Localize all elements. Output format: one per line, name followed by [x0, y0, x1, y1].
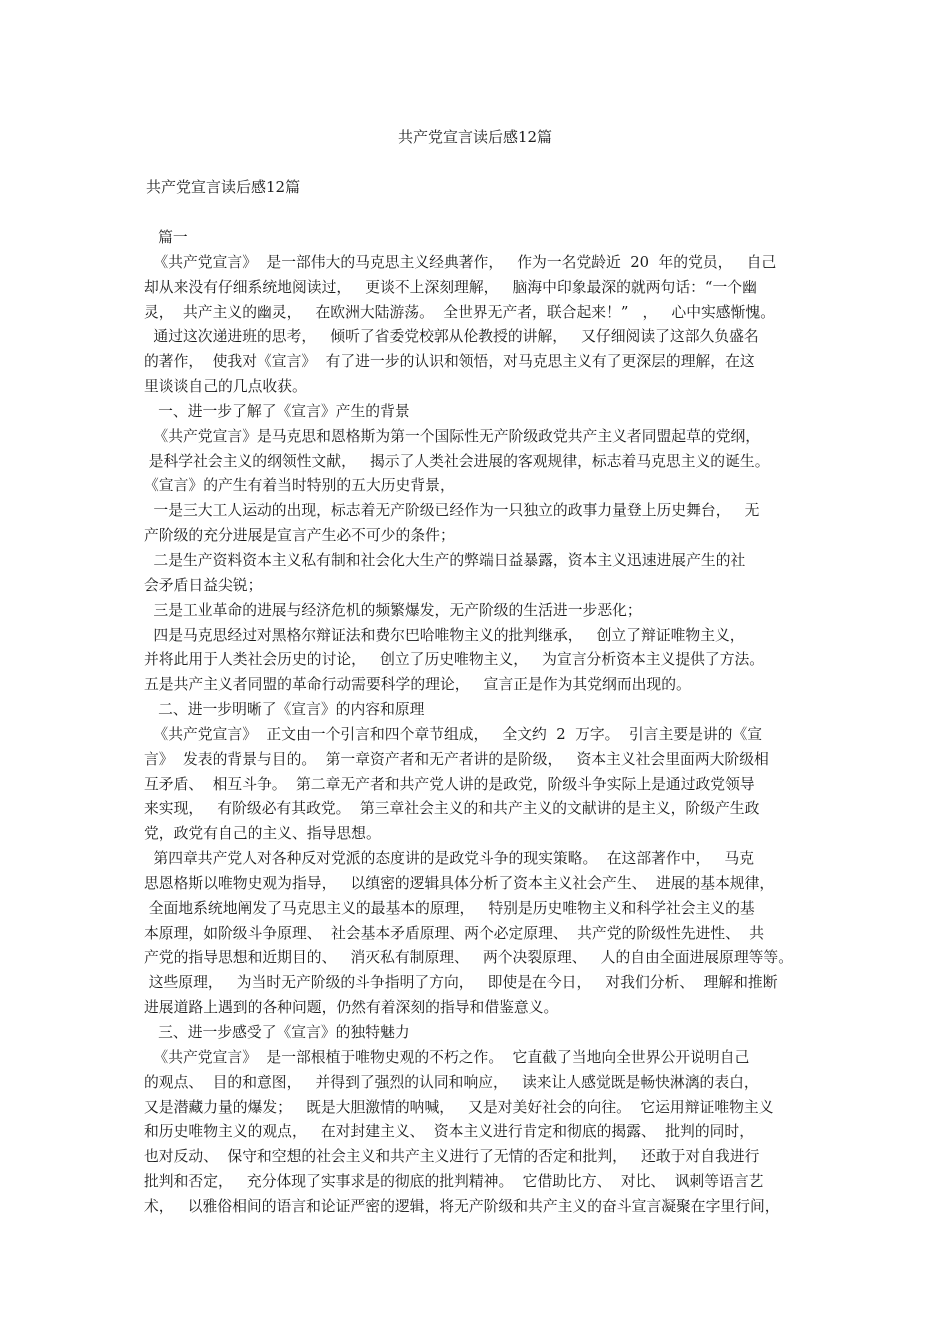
document-body: [144, 226, 844, 1220]
body-line: 言》 发表的背景与目的。 第一章资产者和无产者讲的是阶级， 资本主义社会里面两大阶级相: [144, 750, 769, 768]
body-line: 《共产党宣言》 是一部根植于唯物史观的不朽之作。 它直截了当地向全世界公开说明自己: [144, 1048, 750, 1066]
document-title: 共产党宣言读后感12篇: [397, 128, 553, 146]
body-line: 进展道路上遇到的各种问题，仍然有着深刻的指导和借鉴意义。: [144, 999, 559, 1017]
body-line: 会矛盾日益尖锐；: [144, 576, 263, 594]
body-line: 本原理，如阶级斗争原理、 社会基本矛盾原理、两个必定原理、 共产党的阶级性先进性、 共: [144, 924, 765, 942]
body-line: 互矛盾、 相互斗争。 第二章无产者和共产党人讲的是政党，阶级斗争实际上是通过政党领导: [144, 775, 755, 793]
body-line: 和历史唯物主义的观点， 在对封建主义、 资本主义进行肯定和彻底的揭露、 批判的同时，: [144, 1123, 755, 1141]
body-line: 的观点、 目的和意图， 并得到了强烈的认同和响应， 读来让人感觉既是畅快淋漓的表白，: [144, 1073, 759, 1091]
body-line: 三是工业革命的进展与经济危机的频繁爆发，无产阶级的生活进一步恶化；: [144, 601, 642, 619]
body-line: 三、进一步感受了《宣言》的独特魅力: [144, 1024, 410, 1041]
body-line: 这些原理， 为当时无产阶级的斗争指明了方向， 即使是在今日， 对我们分析、 理解和推断: [144, 974, 778, 992]
body-line: 一、进一步了解了《宣言》产生的背景: [144, 402, 410, 420]
body-line: 通过这次递进班的思考， 倾听了省委党校郭从伦教授的讲解， 又仔细阅读了这部久负盛名: [144, 328, 759, 346]
body-line: 一是三大工人运动的出现，标志着无产阶级已经作为一只独立的政事力量登上历史舞台， 无: [144, 502, 760, 520]
body-line: 里谈谈自己的几点收获。: [144, 378, 307, 396]
body-line: 来实现， 有阶级必有其政党。 第三章社会主义的和共产主义的文献讲的是主义，阶级产生政: [144, 800, 760, 818]
body-line: 的著作， 使我对《宣言》 有了进一步的认识和领悟，对马克思主义有了更深层的理解，在这: [144, 353, 755, 371]
body-line: 篇一: [144, 229, 188, 246]
body-line: 《共产党宣言》是马克思和恩格斯为第一个国际性无产阶级政党共产主义者同盟起草的党纲，: [144, 427, 761, 445]
body-line: 四是马克思经过对黑格尔辩证法和费尔巴哈唯物主义的批判继承， 创立了辩证唯物主义，: [144, 626, 745, 644]
body-line: 术， 以雅俗相间的语言和论证严密的逻辑，将无产阶级和共产主义的奋斗宣言凝聚在字里行间，: [144, 1197, 780, 1215]
body-line: 批判和否定， 充分体现了实事求是的彻底的批判精神。 它借助比方、 对比、 讽刺等语言艺: [144, 1173, 764, 1191]
body-line: 产阶级的充分进展是宣言产生必不可少的条件；: [144, 527, 455, 545]
body-line: 《共产党宣言》 是一部伟大的马克思主义经典著作， 作为一名党龄近 20 年的党员， 自己: [144, 253, 777, 271]
document-subtitle: 共产党宣言读后感12篇: [146, 178, 301, 196]
body-line: 五是共产主义者同盟的革命行动需要科学的理论， 宣言正是作为其党纲而出现的。: [144, 676, 691, 694]
body-line: 思恩格斯以唯物史观为指导， 以缜密的逻辑具体分析了资本主义社会产生、 进展的基本规律，: [144, 874, 775, 892]
body-line: 灵， 共产主义的幽灵， 在欧洲大陆游荡。 全世界无产者，联合起来！” ， 心中实感惭愧。: [144, 303, 775, 321]
body-line: 第四章共产党人对各种反对党派的态度讲的是政党斗争的现实策略。 在这部著作中， 马克: [144, 850, 755, 868]
body-line: 也对反动、 保守和空想的社会主义和共产主义进行了无情的否定和批判， 还敢于对自我进行: [144, 1148, 760, 1166]
body-line: 却从来没有仔细系统地阅读过， 更谈不上深刻理解， 脑海中印象最深的就两句话：“一个幽: [144, 278, 757, 296]
body-line: 二是生产资料资本主义私有制和社会化大生产的弊端日益暴露，资本主义迅速进展产生的社: [144, 551, 746, 569]
body-line: 产党的指导思想和近期目的、 消灭私有制原理、 两个决裂原理、 人的自由全面进展原理等等。: [144, 949, 794, 967]
body-line: 《宣言》的产生有着当时特别的五大历史背景，: [144, 477, 455, 495]
body-line: 二、进一步明晰了《宣言》的内容和原理: [144, 701, 425, 719]
body-line: 并将此用于人类社会历史的讨论， 创立了历史唯物主义， 为宣言分析资本主义提供了方法。: [144, 651, 765, 669]
body-line: 《共产党宣言》 正文由一个引言和四个章节组成， 全文约 2 万字。 引言主要是讲的《宣: [144, 725, 763, 743]
body-line: 又是潜藏力量的爆发； 既是大胆激情的呐喊， 又是对美好社会的向往。 它运用辩证唯物主义: [144, 1098, 774, 1116]
body-line: 全面地系统地阐发了马克思主义的最基本的原理， 特别是历史唯物主义和科学社会主义的基: [144, 899, 755, 917]
body-line: 党，政党有自己的主义、指导思想。: [144, 825, 381, 843]
body-line: 是科学社会主义的纲领性文献， 揭示了人类社会进展的客观规律，标志着马克思主义的诞生。: [144, 452, 770, 470]
